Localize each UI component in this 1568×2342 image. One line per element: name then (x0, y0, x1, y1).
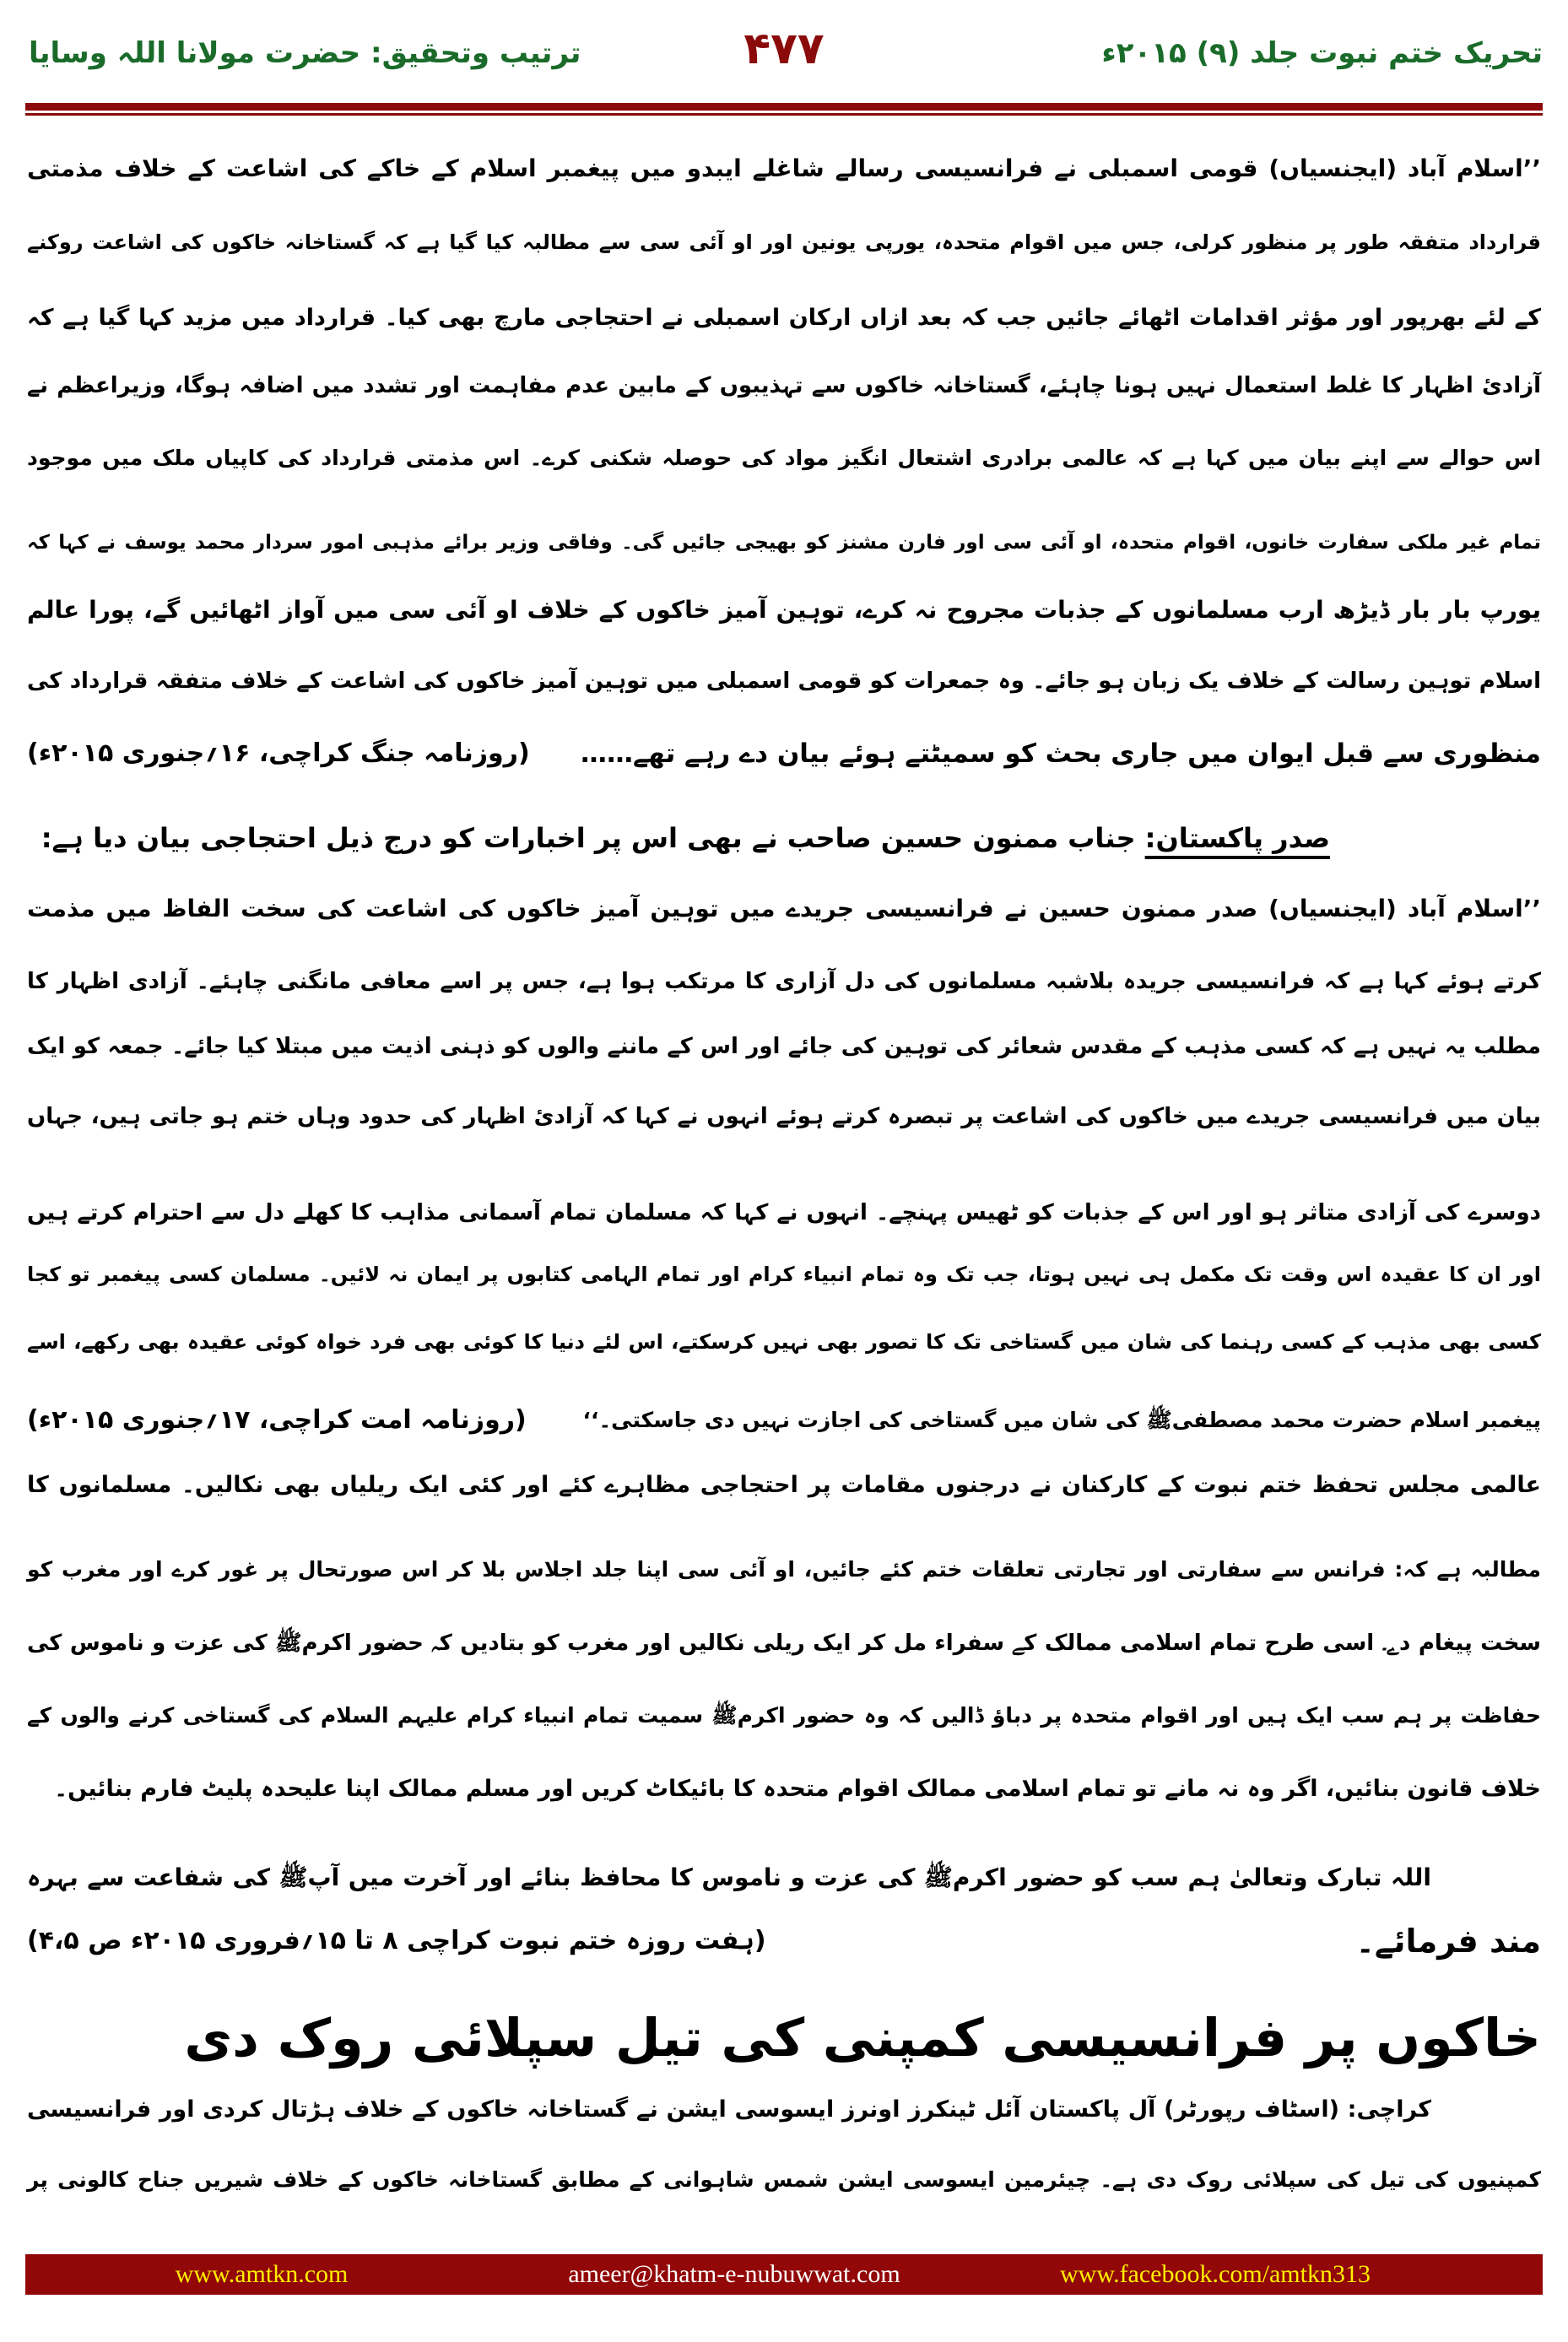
facebook-link[interactable]: www.facebook.com/amtkn313 (1060, 2260, 1371, 2288)
line-text: اسلام توہین رسالت کے خلاف یک زبان ہو جائے۔ وہ جمعرات کو قومی اسمبلی میں توہین آمیز خاکوں کی اشاعت کے خلاف متفقہ قرارداد کی (27, 668, 1541, 694)
line-text: ’’اسلام آباد (ایجنسیاں) صدر ممنون حسین نے فرانسیسی جریدے میں توہین آمیز خاکوں کی اشاعت کی سخت الفاظ میں مذمت (27, 895, 1541, 922)
text-line (27, 1013, 1541, 1080)
page-number: ۴۷۷ (743, 24, 825, 74)
text-line (27, 647, 1541, 715)
line-text: کسی بھی مذہب کے کسی رہنما کی شان میں گستاخی تک کا تصور بھی نہیں کرسکتے، اس لئے دنیا کا کوئی بھی فرد خواہ کوئی عقیدہ بھی رکھے، اسے (27, 1330, 1541, 1354)
text-line (27, 135, 1541, 203)
line-text: آزادیٔ اظہار کا غلط استعمال نہیں ہونا چاہئے، گستاخانہ خاکوں سے تہذیبوں کے مابین عدم مفاہمت اور تشدد میں اضافہ ہوگا، وزیراعظم نے (27, 373, 1541, 398)
text-line (27, 1083, 1541, 1150)
book-title: تحریک ختم نبوت جلد (۹) ۲۰۱۵ء (1101, 36, 1543, 70)
line-text: دوسرے کی آزادی متاثر ہو اور اس کے جذبات کو ٹھیس پہنچے۔ انہوں نے کہا کہ مسلمان تمام آسمانی مذاہب کا کھلے دل سے احترام کرتے ہیں (27, 1200, 1541, 1225)
text-line (27, 2076, 1431, 2144)
text-line (27, 1755, 1541, 1823)
line-text: خلاف قانون بنائیں، اگر وہ نہ مانے تو تمام اسلامی ممالک اقوام متحدہ کا بائیکاٹ کریں اور مسلم ممالک اپنا علیحدہ پلیٹ فارم بنائیں۔ (54, 1776, 1541, 1802)
subheading-line (27, 804, 1541, 872)
source-citation: (روزنامہ جنگ کراچی، ۱۶؍جنوری ۲۰۱۵ء) (27, 738, 530, 768)
text-line (27, 352, 1541, 419)
text-line (27, 208, 1541, 276)
text-line (27, 284, 1541, 352)
text-line (27, 1682, 1541, 1750)
line-text: اور ان کا عقیدہ اس وقت تک مکمل ہی نہیں ہوتا، جب تک وہ تمام انبیاء کرام اور تمام الہامی کتابوں پر ایمان نہ لائیں۔ مسلمان کسی پیغمبر تو کجا (27, 1263, 1541, 1286)
line-text: حفاظت پر ہم سب ایک ہیں اور اقوام متحدہ پر دباؤ ڈالیں کہ وہ حضور اکرمﷺ سمیت تمام انبیاء کرام علیہم السلام کی گستاخی کرنے والوں کے (27, 1703, 1541, 1728)
line-text: اس حوالے سے اپنے بیان میں کہا ہے کہ عالمی برادری اشتعال انگیز مواد کی حوصلہ شکنی کرے۔ اس مذمتی قرارداد کی کاپیاں ملک میں موجود (27, 446, 1541, 470)
line-text: کمپنیوں کی تیل کی سپلائی روک دی ہے۔ چیئرمین ایسوسی ایشن شمس شاہوانی کے مطابق گستاخانہ خاکوں کے خلاف شیریں جناح کالونی پر (27, 2167, 1541, 2192)
line-text: پیغمبر اسلام حضرت محمد مصطفیﷺ کی شان میں گستاخی کی اجازت نہیں دی جاسکتی۔‘‘ (582, 1408, 1541, 1432)
text-line (27, 1241, 1541, 1308)
website-link[interactable]: www.amtkn.com (175, 2260, 349, 2288)
line-text: سخت پیغام دے۔ اسی طرح تمام اسلامی ممالک کے سفراء مل کر ایک ریلی نکالیں اور مغرب کو بتادیں کہ حضور اکرمﷺ کی عزت و ناموس کی (27, 1631, 1541, 1656)
header-divider-thin (25, 113, 1543, 116)
text-line (27, 1387, 1541, 1454)
line-text: کے لئے بھرپور اور مؤثر اقدامات اٹھائے جائیں جب کہ بعد ازاں ارکان اسمبلی نے احتجاجی مارچ بھی کیا۔ قرارداد میں مزید کہا گیا ہے کہ (27, 305, 1541, 331)
line-text: عالمی مجلس تحفظ ختم نبوت کے کارکنان نے درجنوں مقامات پر احتجاجی مظاہرے کئے اور کئی ایک ریلیاں بھی نکالیں۔ مسلمانوں کا (27, 1472, 1541, 1498)
line-text: کراچی: (اسٹاف رپورٹر) آل پاکستان آئل ٹینکرز اونرز ایسوسی ایشن نے گستاخانہ خاکوں کے خلاف ہڑتال کردی اور فرانسیسی (27, 2096, 1431, 2123)
header-divider (25, 103, 1543, 111)
subheading-label: صدر پاکستان: (1144, 822, 1330, 854)
line-text: اللہ تبارک وتعالیٰ ہم سب کو حضور اکرمﷺ کی عزت و ناموس کا محافظ بنائے اور آخرت میں آپﷺ کی شفاعت سے بہرہ (27, 1863, 1431, 1891)
line-text: مطالبہ ہے کہ: فرانس سے سفارتی اور تجارتی تعلقات ختم کئے جائیں، او آئی سی اپنا جلد اجلاس بلا کر اس صورتحال پر غور کرے اور مغرب کو (27, 1557, 1541, 1582)
text-line (27, 425, 1541, 492)
line-text: مند فرمائے۔ (1355, 1923, 1541, 1960)
line-text: کرتے ہوئے کہا ہے کہ فرانسیسی جریدہ بلاشبہ مسلمانوں کی دل آزاری کا مرتکب ہوا ہے، جس پر اسے معافی مانگنی چاہئے۔ آزادی اظہار کا (27, 969, 1541, 994)
line-text: منظوری سے قبل ایوان میں جاری بحث کو سمیٹتے ہوئے بیان دے رہے تھے…… (580, 738, 1541, 769)
compiler-credit: ترتیب وتحقیق: حضرت مولانا اللہ وسایا (29, 36, 581, 70)
line-text: قرارداد متفقہ طور پر منظور کرلی، جس میں اقوام متحدہ، یورپی یونین اور او آئی سی سے مطالبہ کیا گیا ہے کہ گستاخانہ خاکوں کی اشاعت روکنے (27, 230, 1541, 254)
footer-bar (25, 2254, 1543, 2295)
text-line (27, 1907, 1541, 1975)
text-line (27, 1179, 1541, 1247)
line-text: ’’اسلام آباد (ایجنسیاں) قومی اسمبلی نے فرانسیسی رسالے شاغلے ایبدو میں پیغمبر اسلام کے خاکے کی اشاعت کے خلاف مذمتی (27, 154, 1541, 182)
line-text: تمام غیر ملکی سفارت خانوں، اقوام متحدہ، او آئی سی اور فارن مشنز کو بھیجی جائیں گی۔ وفاقی وزیر برائے مذہبی امور سردار محمد یوسف نے کہا کہ (27, 532, 1541, 554)
line-text: جناب ممنون حسین صاحب نے بھی اس پر اخبارات کو درج ذیل احتجاجی بیان دیا ہے: (41, 822, 1145, 854)
line-text: بیان میں فرانسیسی جریدے میں خاکوں کی اشاعت پر تبصرہ کرتے ہوئے انہوں نے کہا کہ آزادیٔ اظہار کی حدود وہاں ختم ہو جاتی ہیں، جہاں (27, 1104, 1541, 1129)
source-citation: (روزنامہ امت کراچی، ۱۷؍جنوری ۲۰۱۵ء) (27, 1405, 527, 1435)
text-line (27, 875, 1541, 943)
text-line (27, 948, 1541, 1015)
text-line (27, 1452, 1541, 1519)
text-line (27, 720, 1541, 787)
text-line (27, 1844, 1431, 1912)
email-link[interactable]: ameer@khatm-e-nubuwwat.com (568, 2260, 900, 2288)
section-heading: خاکوں پر فرانسیسی کمپنی کی تیل سپلائی روک دی (184, 2007, 1541, 2069)
source-citation: (ہفت روزہ ختم نبوت کراچی ۸ تا ۱۵؍فروری ۲۰۱۵ء ص ۴،۵) (27, 1926, 766, 1955)
text-line (27, 2146, 1541, 2214)
text-line (27, 1536, 1541, 1604)
text-line (27, 1308, 1541, 1376)
line-text: مطلب یہ نہیں ہے کہ کسی مذہب کے مقدس شعائر کی توہین کی جائے اور اس کے ماننے والوں کو ذہنی اذیت میں مبتلا کیا جائے۔ جمعہ کو ایک (27, 1034, 1541, 1059)
text-line (27, 576, 1541, 644)
text-line (27, 1609, 1541, 1677)
line-text: یورپ بار بار ڈیڑھ ارب مسلمانوں کے جذبات مجروح نہ کرے، توہین آمیز خاکوں کے خلاف او آئی سی میں آواز اٹھائیں گے، پورا عالم (27, 596, 1541, 624)
text-line (27, 509, 1541, 576)
